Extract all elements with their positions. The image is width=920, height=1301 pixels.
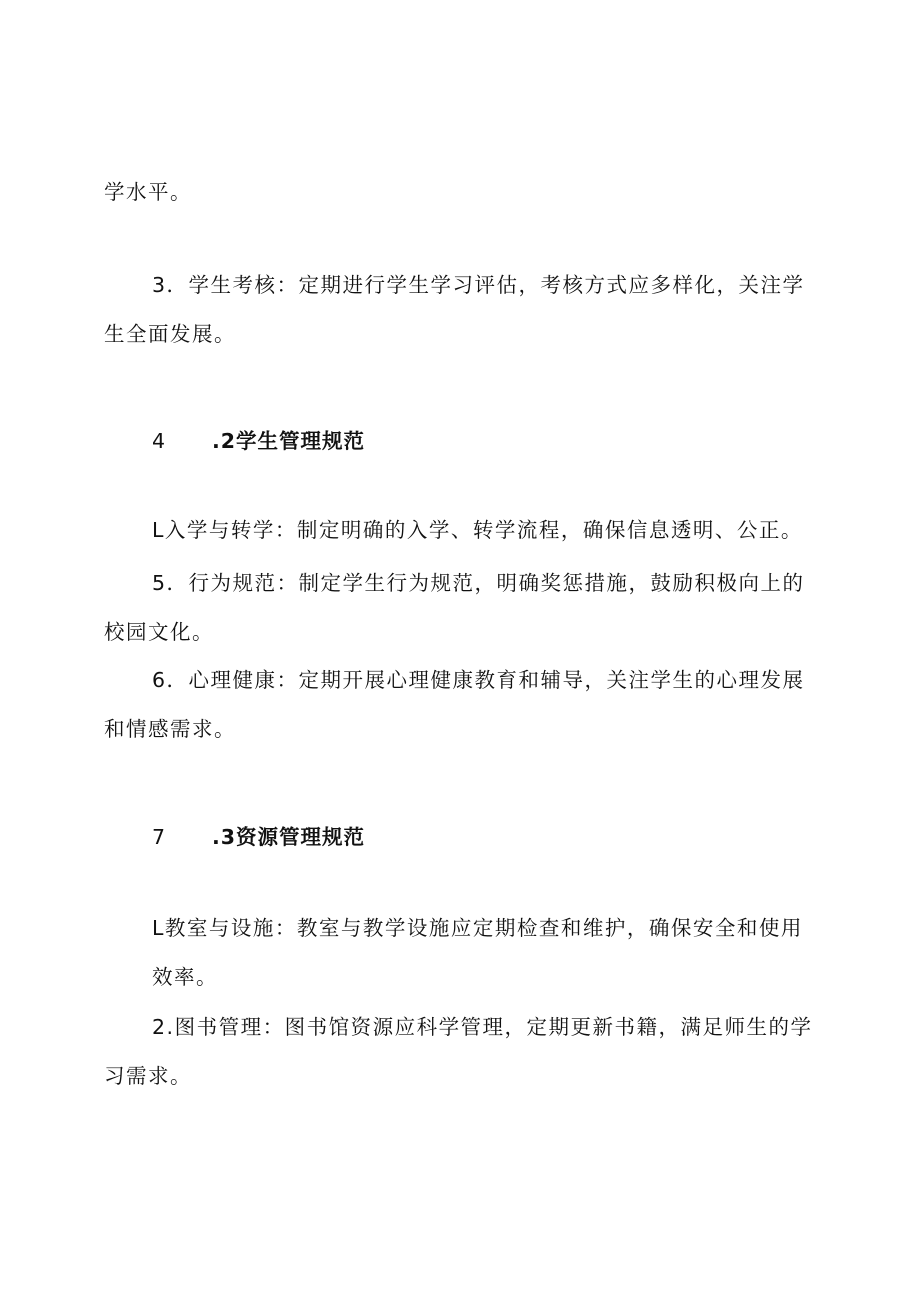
paragraph-text: L教室与设施：教室与教学设施应定期检查和维护，确保安全和使用效率。 <box>152 916 803 989</box>
item-number: 2 <box>152 1015 167 1039</box>
item-number: 6 <box>152 668 167 692</box>
paragraph-text: 学水平。 <box>104 180 192 204</box>
paragraph-text: ．心理健康：定期开展心理健康教育和辅导，关注学生的心理发展和情感需求。 <box>104 668 805 741</box>
paragraph-continuation <box>104 168 820 217</box>
paragraph-behavior-norms <box>104 559 820 657</box>
paragraph-text: L入学与转学：制定明确的入学、转学流程，确保信息透明、公正。 <box>152 518 803 542</box>
section-heading-resource-management <box>152 820 365 850</box>
heading-number: 4 <box>152 429 167 453</box>
item-number: 3 <box>152 273 167 297</box>
paragraph-student-assessment <box>104 261 820 359</box>
paragraph-admission-transfer <box>104 506 820 555</box>
heading-number: 7 <box>152 825 167 849</box>
heading-text: .2学生管理规范 <box>212 429 366 453</box>
paragraph-library-management <box>104 1003 820 1101</box>
paragraph-mental-health <box>104 656 820 754</box>
item-number: 5 <box>152 571 167 595</box>
paragraph-text: .图书管理：图书馆资源应科学管理，定期更新书籍，满足师生的学习需求。 <box>104 1015 813 1088</box>
section-heading-student-management <box>152 424 365 454</box>
paragraph-text: ．学生考核：定期进行学生学习评估，考核方式应多样化，关注学生全面发展。 <box>104 273 805 346</box>
paragraph-text: ．行为规范：制定学生行为规范，明确奖惩措施，鼓励积极向上的校园文化。 <box>104 571 805 644</box>
heading-text: .3资源管理规范 <box>212 825 366 849</box>
paragraph-classroom-facilities <box>104 904 820 1002</box>
